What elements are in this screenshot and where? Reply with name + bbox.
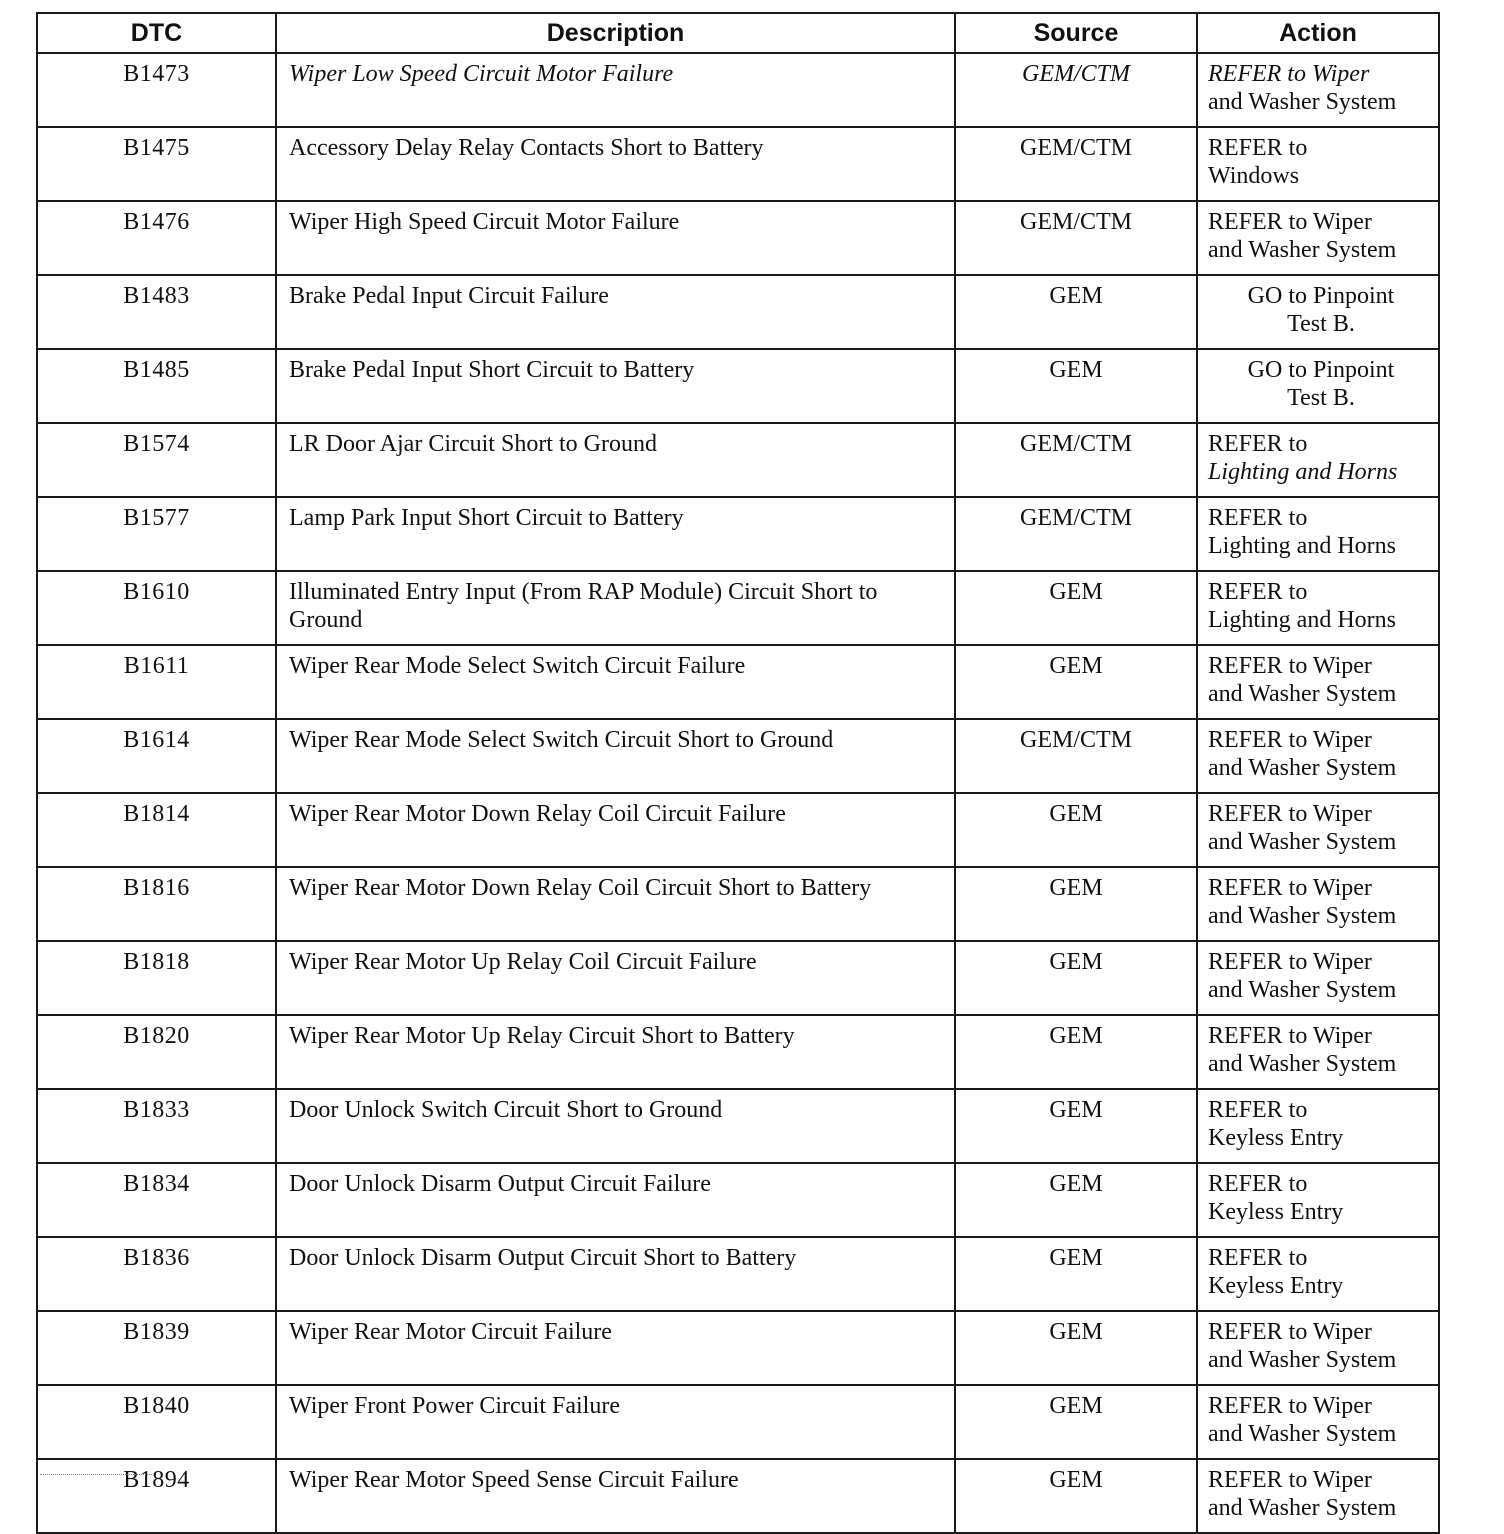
action-line-2: Lighting and Horns [1208,459,1398,485]
dtc-description: Illuminated Entry Input (From RAP Module) Circuit Short to Ground [276,571,955,645]
dtc-action [1197,793,1439,867]
table-row [37,645,1439,719]
table-row [37,1385,1439,1459]
action-line-1: REFER to Wiper [1208,61,1370,87]
dtc-description: Lamp Park Input Short Circuit to Battery [276,497,955,571]
action-line-2: and Washer System [1208,903,1397,929]
dtc-code: B1574 [37,423,276,497]
header-dtc: DTC [37,13,276,53]
dtc-code: B1473 [37,53,276,127]
table-row [37,571,1439,645]
dtc-source: GEM [955,571,1197,645]
dtc-source: GEM [955,1163,1197,1237]
action-line-2: and Washer System [1208,1051,1397,1077]
action-line-2: and Washer System [1208,1495,1397,1521]
dtc-code: B1483 [37,275,276,349]
action-line-1: REFER to Wiper [1208,1467,1372,1493]
action-line-2: Keyless Entry [1208,1199,1344,1225]
dtc-table [36,12,1440,1534]
dtc-code: B1840 [37,1385,276,1459]
header-description: Description [276,13,955,53]
dtc-description: Door Unlock Disarm Output Circuit Short to Battery [276,1237,955,1311]
table-row [37,127,1439,201]
dtc-description: Wiper Rear Motor Down Relay Coil Circuit Failure [276,793,955,867]
dtc-action [1197,53,1439,127]
table-row [37,941,1439,1015]
dtc-description: Wiper Rear Motor Circuit Failure [276,1311,955,1385]
dtc-source: GEM [955,793,1197,867]
table-row [37,867,1439,941]
dtc-description: Brake Pedal Input Circuit Failure [276,275,955,349]
table-row [37,349,1439,423]
dtc-action [1197,275,1439,349]
dtc-code: B1820 [37,1015,276,1089]
header-row [37,13,1439,53]
dtc-source: GEM [955,275,1197,349]
dtc-description: LR Door Ajar Circuit Short to Ground [276,423,955,497]
table-row [37,1459,1439,1533]
table-row [37,719,1439,793]
dtc-code: B1610 [37,571,276,645]
dtc-code: B1818 [37,941,276,1015]
table-row [37,423,1439,497]
action-line-2: and Washer System [1208,829,1397,855]
page-edge-mark [40,1474,152,1475]
dtc-code: B1839 [37,1311,276,1385]
action-line-1: REFER to [1208,1171,1308,1197]
dtc-source: GEM/CTM [955,423,1197,497]
dtc-source: GEM [955,1237,1197,1311]
action-line-1: REFER to [1208,1245,1308,1271]
action-line-2: Keyless Entry [1208,1125,1344,1151]
action-line-1: REFER to Wiper [1208,801,1372,827]
header-source: Source [955,13,1197,53]
table-row [37,793,1439,867]
header-action: Action [1197,13,1439,53]
dtc-action [1197,571,1439,645]
dtc-action [1197,127,1439,201]
dtc-source: GEM/CTM [955,719,1197,793]
dtc-code: B1476 [37,201,276,275]
dtc-code: B1577 [37,497,276,571]
action-line-2: Windows [1208,163,1300,189]
dtc-source: GEM [955,1311,1197,1385]
dtc-description: Wiper High Speed Circuit Motor Failure [276,201,955,275]
action-line-2: and Washer System [1208,977,1397,1003]
dtc-action [1197,645,1439,719]
action-line-2: Test B. [1287,311,1355,337]
dtc-source: GEM [955,1089,1197,1163]
dtc-source: GEM [955,1015,1197,1089]
dtc-action [1197,1089,1439,1163]
action-line-1: REFER to [1208,431,1308,457]
action-line-2: and Washer System [1208,755,1397,781]
dtc-action [1197,867,1439,941]
action-line-1: REFER to Wiper [1208,1319,1372,1345]
action-line-1: REFER to [1208,135,1308,161]
table-row [37,1015,1439,1089]
action-line-1: REFER to Wiper [1208,1023,1372,1049]
action-line-2: Lighting and Horns [1208,607,1396,633]
table-row [37,497,1439,571]
dtc-source: GEM [955,645,1197,719]
dtc-action [1197,1311,1439,1385]
dtc-code: B1485 [37,349,276,423]
dtc-source: GEM [955,867,1197,941]
action-line-2: and Washer System [1208,89,1397,115]
action-line-2: and Washer System [1208,681,1397,707]
dtc-code: B1836 [37,1237,276,1311]
action-line-2: and Washer System [1208,237,1397,263]
dtc-action [1197,201,1439,275]
dtc-description: Wiper Rear Mode Select Switch Circuit Short to Ground [276,719,955,793]
dtc-code: B1814 [37,793,276,867]
dtc-code: B1834 [37,1163,276,1237]
dtc-description: Door Unlock Switch Circuit Short to Ground [276,1089,955,1163]
action-line-1: REFER to Wiper [1208,875,1372,901]
dtc-description: Wiper Rear Motor Up Relay Circuit Short to Battery [276,1015,955,1089]
dtc-source: GEM/CTM [955,127,1197,201]
action-line-1: REFER to [1208,505,1308,531]
dtc-code: B1816 [37,867,276,941]
table-body [37,53,1439,1533]
dtc-action [1197,1385,1439,1459]
action-line-1: REFER to Wiper [1208,727,1372,753]
dtc-code: B1611 [37,645,276,719]
dtc-description: Brake Pedal Input Short Circuit to Battery [276,349,955,423]
table-row [37,1163,1439,1237]
dtc-description: Wiper Rear Motor Up Relay Coil Circuit Failure [276,941,955,1015]
action-line-1: REFER to Wiper [1208,1393,1372,1419]
action-line-1: REFER to Wiper [1208,209,1372,235]
action-line-2: Lighting and Horns [1208,533,1396,559]
action-line-1: REFER to [1208,579,1308,605]
dtc-code: B1475 [37,127,276,201]
table-row [37,1311,1439,1385]
dtc-action [1197,1459,1439,1533]
dtc-source: GEM/CTM [955,53,1197,127]
dtc-description: Door Unlock Disarm Output Circuit Failure [276,1163,955,1237]
dtc-action [1197,1015,1439,1089]
dtc-code: B1894 [37,1459,276,1533]
action-line-1: REFER to [1208,1097,1308,1123]
table-header [37,13,1439,53]
dtc-code: B1614 [37,719,276,793]
action-line-1: REFER to Wiper [1208,949,1372,975]
table-row [37,1237,1439,1311]
action-line-1: GO to Pinpoint [1247,357,1395,383]
dtc-source: GEM [955,941,1197,1015]
action-line-2: and Washer System [1208,1347,1397,1373]
table-row [37,201,1439,275]
dtc-action [1197,1237,1439,1311]
dtc-source: GEM [955,1459,1197,1533]
action-line-2: and Washer System [1208,1421,1397,1447]
table-row [37,275,1439,349]
dtc-description: Wiper Rear Motor Down Relay Coil Circuit Short to Battery [276,867,955,941]
action-line-2: Test B. [1287,385,1355,411]
dtc-description: Wiper Low Speed Circuit Motor Failure [276,53,955,127]
dtc-code: B1833 [37,1089,276,1163]
dtc-action [1197,1163,1439,1237]
dtc-description: Wiper Rear Motor Speed Sense Circuit Failure [276,1459,955,1533]
dtc-description: Wiper Rear Mode Select Switch Circuit Failure [276,645,955,719]
dtc-source: GEM [955,349,1197,423]
table-row [37,53,1439,127]
dtc-action [1197,941,1439,1015]
dtc-description: Wiper Front Power Circuit Failure [276,1385,955,1459]
action-line-1: GO to Pinpoint [1247,283,1395,309]
action-line-2: Keyless Entry [1208,1273,1344,1299]
dtc-source: GEM/CTM [955,497,1197,571]
dtc-source: GEM/CTM [955,201,1197,275]
table-row [37,1089,1439,1163]
dtc-description: Accessory Delay Relay Contacts Short to Battery [276,127,955,201]
dtc-action [1197,423,1439,497]
action-line-1: REFER to Wiper [1208,653,1372,679]
dtc-action [1197,349,1439,423]
dtc-action [1197,719,1439,793]
dtc-source: GEM [955,1385,1197,1459]
dtc-action [1197,497,1439,571]
